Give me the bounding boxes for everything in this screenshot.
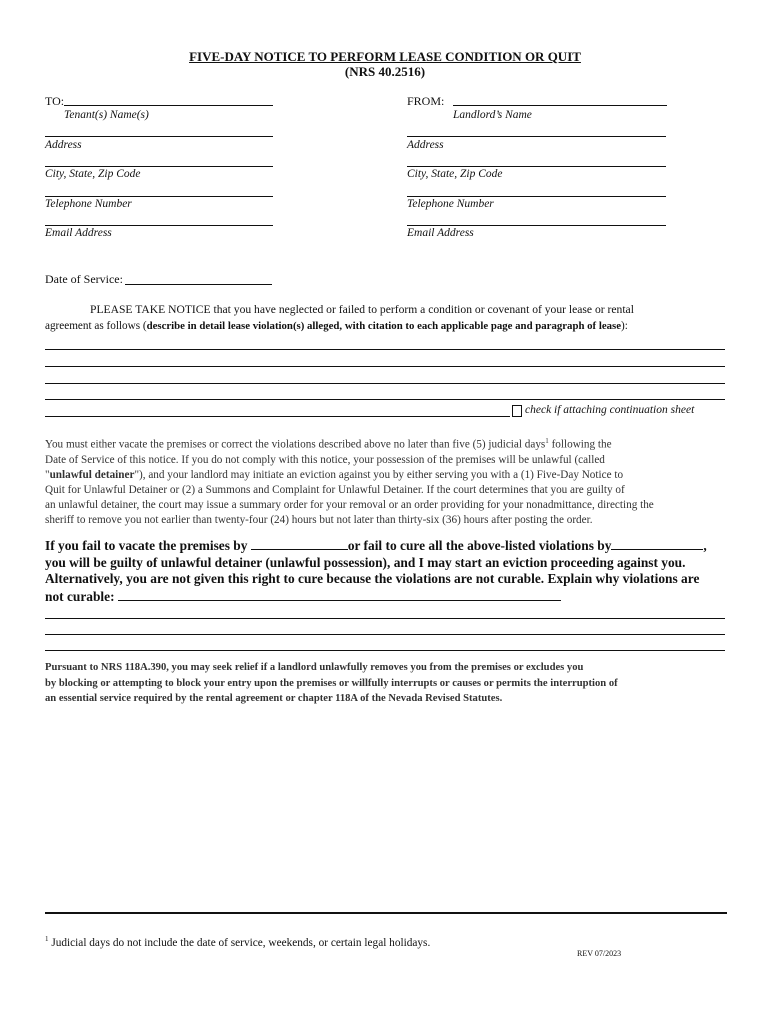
footnote-reference: 1 — [545, 437, 549, 445]
landlord-address-caption: Address — [407, 139, 444, 151]
fail-paragraph — [45, 537, 730, 605]
notice-instruction — [45, 319, 735, 334]
vacate-line-3a: " — [45, 468, 50, 481]
landlord-address-field[interactable] — [407, 136, 666, 137]
tenant-name-caption: Tenant(s) Name(s) — [64, 109, 149, 121]
unlawful-detainer-term: unlawful detainer — [49, 468, 135, 481]
landlord-email-field[interactable] — [407, 225, 666, 226]
footnote-text: Judicial days do not include the date of service, weekends, or certain legal holidays. — [48, 936, 431, 949]
landlord-city-field[interactable] — [407, 166, 666, 167]
landlord-email-caption: Email Address — [407, 227, 474, 239]
notice-intro: PLEASE TAKE NOTICE that you have neglected or failed to perform a condition or covenant of your lease or rental — [90, 303, 634, 316]
nrs-line-1: Pursuant to NRS 118A.390, you may seek relief if a landlord unlawfully removes you from the premises or excludes you — [45, 662, 584, 673]
violation-line-2[interactable] — [45, 366, 725, 367]
fail-line-1a: If you fail to vacate the premises by — [45, 538, 248, 553]
notice-instruction-bold: describe in detail lease violation(s) alleged, with citation to each applicable page and paragraph of lease — [146, 320, 622, 332]
not-curable-explanation-field[interactable] — [118, 588, 561, 601]
continuation-label: check if attaching continuation sheet — [525, 404, 695, 416]
notice-instruction-prefix: agreement as follows ( — [45, 320, 147, 332]
violation-line-1[interactable] — [45, 349, 725, 350]
vacate-by-date-field[interactable] — [251, 537, 348, 550]
violation-line-4[interactable] — [45, 399, 725, 400]
tenant-phone-field[interactable] — [45, 196, 273, 197]
fail-line-2: you will be guilty of unlawful detainer (unlawful possession), and I may start an eviction proceeding against you. — [45, 554, 686, 570]
nrs-line-2: by blocking or attempting to block your entry upon the premises or willfully interrupts or causes or permits the interruption of — [45, 677, 618, 689]
landlord-name-caption: Landlord’s Name — [453, 109, 532, 121]
vacate-line-1b: following the — [548, 438, 612, 451]
landlord-phone-field[interactable] — [407, 196, 666, 197]
tenant-address-field[interactable] — [45, 136, 273, 137]
landlord-phone-caption: Telephone Number — [407, 198, 494, 210]
landlord-name-field[interactable] — [453, 105, 667, 106]
footnote — [45, 935, 430, 949]
continuation-checkbox[interactable] — [512, 405, 522, 417]
vacate-line-4: Quit for Unlawful Detainer or (2) a Summons and Complaint for Unlawful Detainer. If the court determines that you are guilty of — [45, 483, 625, 496]
fail-line-1c: , — [703, 538, 707, 553]
document-title: FIVE-DAY NOTICE TO PERFORM LEASE CONDITION OR QUIT — [189, 49, 581, 64]
cure-by-date-field[interactable] — [611, 537, 703, 550]
explanation-line-1[interactable] — [45, 618, 725, 619]
tenant-city-field[interactable] — [45, 166, 273, 167]
tenant-address-caption: Address — [45, 139, 82, 151]
tenant-email-caption: Email Address — [45, 227, 112, 239]
vacate-line-2: Date of Service of this notice. If you do not comply with this notice, your possession of the premises will be unlawful (called — [45, 453, 605, 466]
tenant-email-field[interactable] — [45, 225, 273, 226]
fail-line-4: not curable: — [45, 588, 115, 604]
revision-label: REV 07/2023 — [577, 949, 622, 958]
date-of-service-field[interactable] — [125, 284, 272, 285]
fail-line-1b: or fail to cure all the above-listed violations by — [347, 538, 612, 553]
vacate-line-6: sheriff to remove you not earlier than twenty-four (24) hours but not later than thirty-six (36) hours after posting the order. — [45, 513, 593, 526]
violation-line-3[interactable] — [45, 383, 725, 384]
landlord-city-caption: City, State, Zip Code — [407, 168, 503, 180]
explanation-line-3[interactable] — [45, 650, 725, 651]
explanation-line-2[interactable] — [45, 634, 725, 635]
to-label: TO: — [45, 94, 65, 108]
tenant-name-field[interactable] — [64, 105, 273, 106]
vacate-line-3b: "), and your landlord may initiate an eviction against you by either serving you with a (1) Five-Day Notice to — [134, 468, 624, 481]
fail-line-3: Alternatively, you are not given this right to cure because the violations are not curable. Explain why violations are — [45, 571, 700, 586]
footnote-divider — [45, 912, 727, 914]
footnote-number: 1 — [45, 935, 49, 943]
vacate-line-1a: You must either vacate the premises or correct the violations described above no later than five (5) judicial days — [45, 438, 546, 451]
tenant-city-caption: City, State, Zip Code — [45, 168, 141, 180]
statute-reference: (NRS 40.2516) — [344, 64, 426, 79]
vacate-paragraph — [45, 434, 727, 528]
nrs-paragraph — [45, 660, 735, 707]
vacate-line-5: an unlawful detainer, the court may issue a summary order for your removal or an order providing for your nonadmittance, directing the — [45, 498, 654, 511]
date-of-service-label: Date of Service: — [45, 272, 123, 286]
tenant-phone-caption: Telephone Number — [45, 198, 132, 210]
from-label: FROM: — [407, 94, 445, 108]
nrs-line-3: an essential service required by the rental agreement or chapter 118A of the Nevada Revised Statutes. — [45, 693, 503, 704]
notice-instruction-suffix: ): — [621, 320, 628, 332]
violation-line-5[interactable] — [45, 416, 510, 417]
